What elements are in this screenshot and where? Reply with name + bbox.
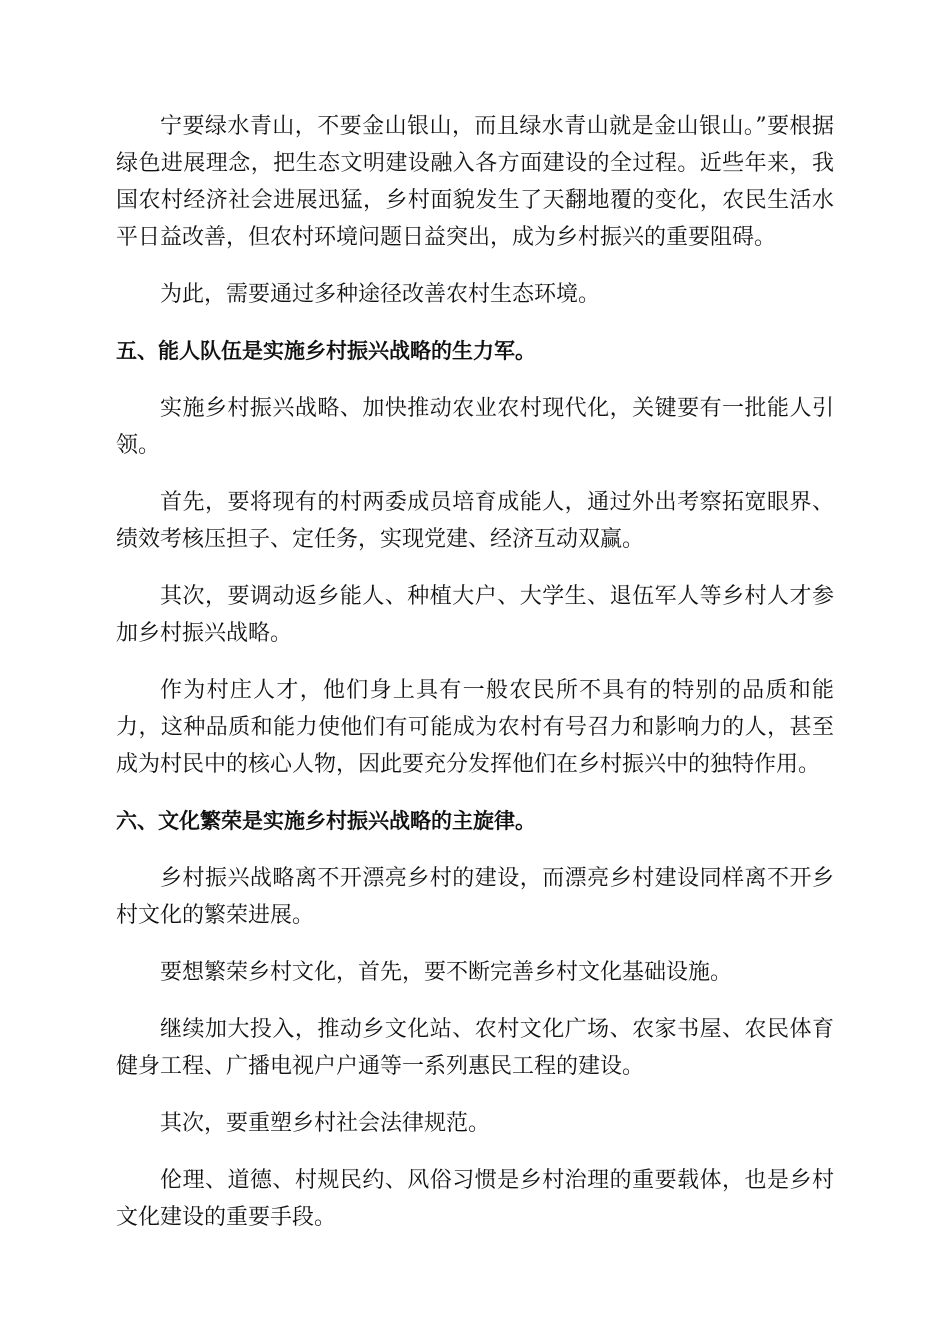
paragraph: 作为村庄人才，他们身上具有一般农民所不具有的特别的品质和能力，这种品质和能力使他们有可能成为农村有号召力和影响力的人，甚至成为村民中的核心人物，因此要充分发挥他们在乡村振兴中的独特作用。	[116, 678, 834, 777]
paragraph: 继续加大投入，推动乡文化站、农村文化广场、农家书屋、农民体育健身工程、广播电视户户通等一系列惠民工程的建设。	[116, 1017, 834, 1079]
paragraph: 要想繁荣乡村文化，首先，要不断完善乡村文化基础设施。	[160, 960, 733, 985]
paragraph: 乡村振兴战略离不开漂亮乡村的建设，而漂亮乡村建设同样离不开乡村文化的繁荣进展。	[116, 866, 834, 928]
document-body	[116, 108, 834, 1256]
paragraph: 伦理、道德、村规民约、风俗习惯是乡村治理的重要载体，也是乡村文化建设的重要手段。	[116, 1168, 834, 1230]
paragraph: 其次，要调动返乡能人、种植大户、大学生、退伍军人等乡村人才参加乡村振兴战略。	[116, 584, 834, 646]
section-heading: 六、文化繁荣是实施乡村振兴战略的主旋律。	[116, 809, 536, 833]
section-heading: 五、能人队伍是实施乡村振兴战略的生力军。	[116, 339, 536, 363]
paragraph: 实施乡村振兴战略、加快推动农业农村现代化，关键要有一批能人引领。	[116, 396, 834, 458]
paragraph: 宁要绿水青山，不要金山银山，而且绿水青山就是金山银山。”要根据绿色进展理念，把生态文明建设融入各方面建设的全过程。近些年来，我国农村经济社会进展迅猛，乡村面貌发生了天翻地覆的变化，农民生活水平日益改善，但农村环境问题日益突出，成为乡村振兴的重要阻碍。	[116, 114, 834, 250]
paragraph: 其次，要重塑乡村社会法律规范。	[160, 1111, 491, 1136]
paragraph: 为此，需要通过多种途径改善农村生态环境。	[160, 282, 601, 307]
paragraph: 首先，要将现有的村两委成员培育成能人，通过外出考察拓宽眼界、绩效考核压担子、定任务，实现党建、经济互动双赢。	[116, 490, 834, 552]
